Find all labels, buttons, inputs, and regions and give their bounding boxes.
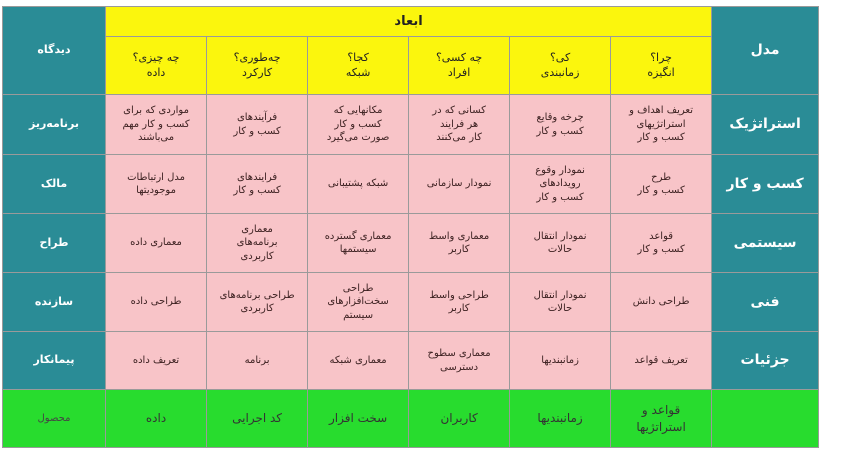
cell-text-line: کسب و کار	[233, 125, 281, 137]
table-cell	[510, 155, 611, 214]
cell-text-line: معماری	[241, 223, 273, 235]
dimension-question: چه چیزی؟	[132, 50, 180, 64]
cell-text-line: کسب و کار	[637, 244, 685, 255]
cell-text-line: هر فرایند	[440, 118, 479, 130]
dimensions-title-row	[3, 7, 819, 37]
table-cell	[106, 332, 207, 390]
cell-text-line: چرخه وقایع	[536, 112, 584, 123]
product-cell-hardware	[308, 390, 409, 448]
cell-text-line: سیستم	[343, 309, 374, 321]
cell-text-line: فرایندهای	[236, 171, 278, 183]
dimension-header-where	[308, 37, 409, 95]
model-row-label: استراتژیک	[712, 95, 819, 155]
cell-text-line: حالات	[547, 303, 573, 314]
cell-text-line: قواعد	[649, 230, 674, 242]
cell-text-line: برنامه	[244, 354, 270, 366]
cell-text-line: قواعد و	[641, 403, 681, 418]
cell-text-line: برنامه‌های	[236, 237, 278, 249]
table-cell	[207, 332, 308, 390]
cell-text-line: کسب و کار	[536, 191, 584, 203]
cell-text-line: دسترسی	[440, 361, 479, 373]
table-row	[3, 273, 819, 332]
dimension-question: چه‌طوری؟	[233, 50, 281, 64]
product-cell-rules	[611, 390, 712, 448]
table-cell	[308, 214, 409, 273]
cell-text-line: موجودیتها	[136, 185, 176, 196]
cell-text-line: کاربران	[440, 411, 478, 426]
table-row	[3, 214, 819, 273]
dimension-answer: افراد	[447, 65, 471, 79]
table-cell	[308, 95, 409, 155]
table-cell	[308, 273, 409, 332]
table-cell	[409, 332, 510, 390]
zachman-framework-table	[2, 6, 819, 448]
cell-text-line: مدل ارتباطات	[127, 171, 185, 183]
cell-text-line: نمودار انتقال	[533, 230, 587, 242]
cell-text-line: معماری گسترده	[324, 230, 392, 242]
table-cell	[308, 155, 409, 214]
cell-text-line: کسانی که در	[432, 105, 486, 117]
cell-text-line: کاربردی	[240, 250, 274, 262]
table-cell	[510, 95, 611, 155]
table-cell	[611, 273, 712, 332]
cell-text-line: استراتژیهای	[636, 118, 686, 130]
cell-text-line: کد اجرایی	[232, 411, 283, 426]
cell-text-line: تعریف قواعد	[634, 354, 688, 366]
table-cell	[207, 273, 308, 332]
dimension-answer: کارکرد	[242, 65, 273, 79]
cell-text-line: نمودار انتقال	[533, 289, 587, 301]
viewpoint-row-label: پیمانکار	[3, 332, 106, 390]
dimensions-title: ابعاد	[106, 7, 712, 37]
table-cell	[611, 95, 712, 155]
table-cell	[207, 95, 308, 155]
cell-text-line: طراحی	[342, 282, 374, 294]
table-row	[3, 155, 819, 214]
cell-text-line: می‌باشند	[137, 132, 175, 144]
cell-text-line: زمانبندیها	[537, 411, 583, 426]
viewpoint-header: دیدگاه	[3, 7, 106, 95]
cell-text-line: معماری واسط	[428, 230, 490, 242]
product-cell-code	[207, 390, 308, 448]
table-cell	[409, 155, 510, 214]
dimension-header-who	[409, 37, 510, 95]
cell-text-line: حالات	[547, 244, 573, 255]
cell-text-line: طراحی داده	[130, 296, 182, 308]
table-cell	[611, 332, 712, 390]
table-cell	[409, 214, 510, 273]
table-cell	[207, 214, 308, 273]
cell-text-line: معماری سطوح	[427, 348, 491, 359]
dimension-header-what	[106, 37, 207, 95]
cell-text-line: کار می‌کنند	[436, 132, 482, 144]
model-header: مدل	[712, 7, 819, 95]
cell-text-line: کسب و کار	[233, 185, 281, 196]
cell-text-line: تعریف داده	[132, 354, 180, 366]
cell-text-line: شبکه پشتیبانی	[327, 178, 389, 190]
table-cell	[611, 214, 712, 273]
cell-text-line: تعریف اهداف و	[629, 105, 694, 117]
table-cell	[106, 95, 207, 155]
dimension-answer: شبکه	[345, 65, 371, 79]
model-row-label: فنی	[712, 273, 819, 332]
dimension-question: کی؟	[549, 50, 571, 64]
table-cell	[207, 155, 308, 214]
product-cell-users	[409, 390, 510, 448]
table-cell	[611, 155, 712, 214]
cell-text-line: رویدادهای	[539, 178, 581, 190]
product-cell-schedules	[510, 390, 611, 448]
cell-text-line: کسب و کار مهم	[122, 118, 190, 130]
cell-text-line: طراحی دانش	[632, 296, 690, 308]
cell-text-line: صورت می‌گیرد	[326, 132, 390, 144]
cell-text-line: سخت‌افزارهای	[327, 296, 389, 308]
table-body	[3, 95, 819, 390]
model-row-label: جزئیات	[712, 332, 819, 390]
dimension-question: کجا؟	[347, 50, 369, 64]
cell-text-line: طراحی واسط	[429, 289, 489, 301]
cell-text-line: کاربردی	[240, 303, 274, 314]
table-cell	[409, 95, 510, 155]
cell-text-line: کسب و کار	[637, 185, 685, 196]
dimension-header-when	[510, 37, 611, 95]
product-row	[3, 390, 819, 448]
dimension-answer: داده	[146, 65, 166, 79]
dimension-question: چه کسی؟	[435, 50, 483, 64]
cell-text-line: سیستمها	[339, 244, 377, 255]
table-row	[3, 332, 819, 390]
viewpoint-row-label: سازنده	[3, 273, 106, 332]
model-row-label: کسب و کار	[712, 155, 819, 214]
cell-text-line: نمودار سازمانی	[426, 178, 492, 190]
cell-text-line: فرآیندهای	[236, 112, 278, 123]
cell-text-line: معماری شبکه	[329, 354, 387, 366]
dimensions-row	[3, 37, 819, 95]
cell-text-line: کسب و کار	[637, 132, 685, 144]
product-label: محصول	[3, 390, 106, 448]
table-cell	[510, 332, 611, 390]
model-row-label: سیستمی	[712, 214, 819, 273]
table-row	[3, 95, 819, 155]
cell-text-line: کاربر	[448, 303, 470, 314]
table-cell	[308, 332, 409, 390]
dimension-question: چرا؟	[650, 50, 672, 64]
cell-text-line: مواردی که برای	[123, 105, 189, 117]
cell-text-line: مکانهایی که	[333, 105, 383, 117]
cell-text-line: کسب و کار	[536, 125, 584, 137]
dimension-answer: انگیزه	[647, 65, 675, 79]
product-cell-data	[106, 390, 207, 448]
viewpoint-row-label: مالک	[3, 155, 106, 214]
cell-text-line: طراحی برنامه‌های	[219, 289, 295, 301]
cell-text-line: سخت افزار	[328, 411, 388, 426]
dimension-header-how	[207, 37, 308, 95]
cell-text-line: کاربر	[448, 244, 470, 255]
table-cell	[510, 273, 611, 332]
cell-text-line: داده	[145, 411, 167, 426]
table-cell	[106, 155, 207, 214]
cell-text-line: طرح	[651, 171, 672, 183]
table-cell	[409, 273, 510, 332]
product-empty-cell	[712, 390, 819, 448]
cell-text-line: زمانبندیها	[541, 354, 579, 366]
table-cell	[510, 214, 611, 273]
dimension-header-why	[611, 37, 712, 95]
table-cell	[106, 214, 207, 273]
cell-text-line: معماری داده	[130, 237, 182, 249]
dimension-answer: زمانبندی	[540, 65, 580, 79]
viewpoint-row-label: طراح	[3, 214, 106, 273]
cell-text-line: استراتژیها	[636, 419, 686, 434]
cell-text-line: نمودار وقوع	[535, 164, 585, 176]
table-cell	[106, 273, 207, 332]
viewpoint-row-label: برنامه‌ریز	[3, 95, 106, 155]
cell-text-line: کسب و کار	[334, 118, 382, 130]
